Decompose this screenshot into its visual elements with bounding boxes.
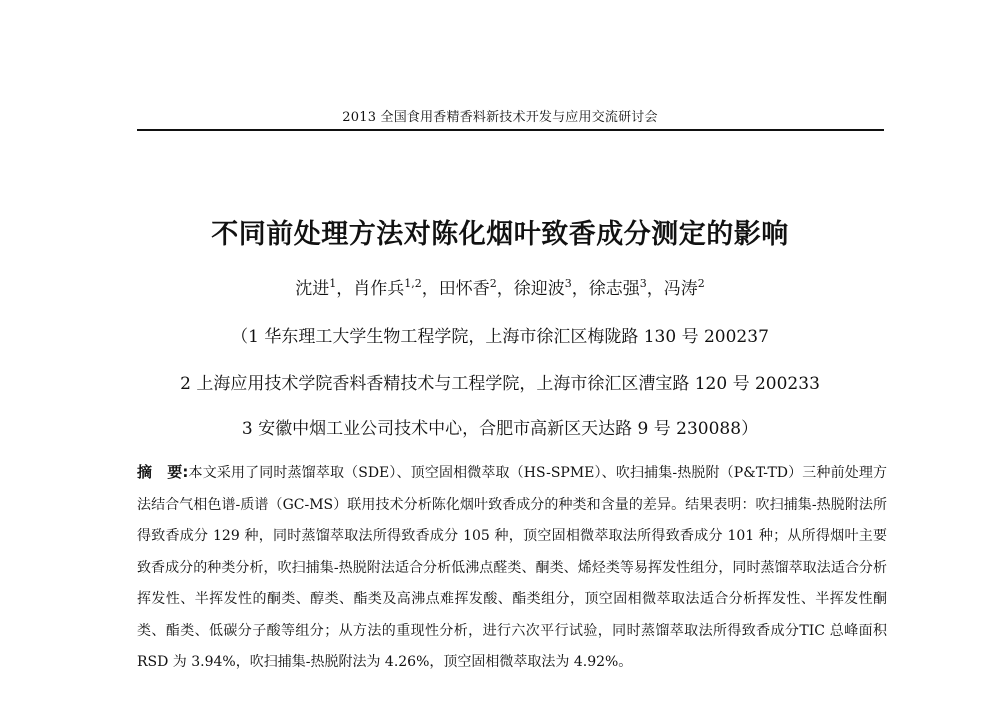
affiliation-3: 3 安徽中烟工业公司技术中心，合肥市高新区天达路 9 号 230088） bbox=[241, 419, 759, 439]
author-name: 冯涛 bbox=[663, 279, 698, 299]
affiliation-2: 2 上海应用技术学院香料香精技术与工程学院，上海市徐汇区漕宝路 120 号 200233 bbox=[180, 374, 820, 394]
abstract bbox=[137, 457, 887, 679]
author-separator: ， bbox=[496, 279, 514, 299]
author-affiliation-mark: 2 bbox=[697, 277, 705, 290]
author-name: 沈进 bbox=[295, 279, 330, 299]
author-separator: ， bbox=[571, 279, 589, 299]
author-separator: ， bbox=[421, 279, 439, 299]
abstract-text: 本文采用了同时蒸馏萃取（SDE）、顶空固相微萃取（HS-SPME）、吹扫捕集-热脱附（P&T-TD）三种前处理方法结合气相色谱-质谱（GC-MS）联用技术分析陈化烟叶致香成分的种类和含量的差异。结果表明：吹扫捕集-热脱附法所得致香成分 129 种，同时蒸馏萃取法所得致香成分 105 种，顶空固相微萃取法所得致香成分 101 种；从所得烟叶主要致香成分的种类分析，吹扫捕集-热脱附法适合分析低沸点醛类、酮类、烯烃类等易挥发性组分，同时蒸馏萃取法适合分析挥发性、半挥发性的酮类、醇类、酯类及高沸点难挥发酸、酯类组分，顶空固相微萃取法适合分析挥发性、半挥发性酮类、酯类、低碳分子酸等组分；从方法的重现性分析，进行六次平行试验，同时蒸馏萃取法所得致香成分TIC 总峰面积 RSD 为 3.94%，吹扫捕集-热脱附法为 4.26%，顶空固相微萃取法为 4.92%。 bbox=[137, 465, 887, 670]
header-rule bbox=[137, 129, 884, 131]
author-list bbox=[0, 274, 1000, 299]
author-affiliation-mark: 3 bbox=[564, 277, 572, 290]
author-affiliation-mark: 1,2 bbox=[404, 277, 422, 290]
affiliation-1: （1 华东理工大学生物工程学院，上海市徐汇区梅陇路 130 号 200237 bbox=[231, 327, 769, 347]
author-name: 田怀香 bbox=[438, 279, 490, 299]
conference-header: 2013 全国食用香精香料新技术开发与应用交流研讨会 bbox=[342, 110, 658, 125]
author-name: 肖作兵 bbox=[353, 279, 405, 299]
author-separator: ， bbox=[646, 279, 664, 299]
paper-title: 不同前处理方法对陈化烟叶致香成分测定的影响 bbox=[211, 219, 789, 250]
author-separator: ， bbox=[336, 279, 354, 299]
author-affiliation-mark: 3 bbox=[639, 277, 647, 290]
author-affiliation-mark: 1 bbox=[329, 277, 337, 290]
author-affiliation-mark: 2 bbox=[489, 277, 497, 290]
abstract-label: 摘 要: bbox=[137, 463, 189, 481]
author-name: 徐志强 bbox=[588, 279, 640, 299]
author-name: 徐迎波 bbox=[513, 279, 565, 299]
